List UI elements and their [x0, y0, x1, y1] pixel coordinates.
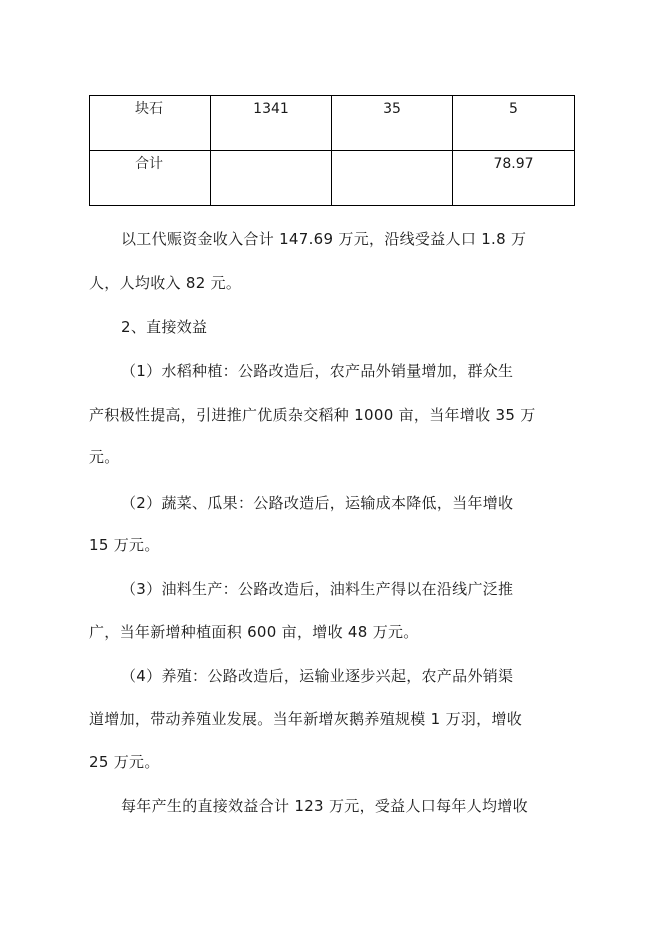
table-cell: 5 [453, 96, 575, 151]
table-cell: 1341 [211, 96, 332, 151]
paragraph-line: 道增加，带动养殖业发展。当年新增灰鹅养殖规模 1 万羽，增收 [89, 710, 523, 728]
table-cell: 78.97 [453, 151, 575, 206]
table-cell-label: 块石 [90, 96, 211, 151]
table-row [90, 151, 575, 206]
income-table [89, 95, 575, 206]
table-cell-label: 合计 [90, 151, 211, 206]
paragraph-line: 每年产生的直接效益合计 123 万元，受益人口每年人均增收 [121, 797, 528, 815]
paragraph-line: （3）油料生产：公路改造后，油料生产得以在沿线广泛推 [121, 580, 514, 598]
paragraph-line: （2）蔬菜、瓜果：公路改造后，运输成本降低，当年增收 [121, 494, 514, 512]
paragraph-line: 15 万元。 [89, 536, 160, 554]
paragraph-line: 25 万元。 [89, 753, 160, 771]
paragraph-line: 以工代赈资金收入合计 147.69 万元，沿线受益人口 1.8 万 [121, 230, 527, 248]
table-cell [332, 151, 453, 206]
paragraph-line: 广，当年新增种植面积 600 亩，增收 48 万元。 [89, 623, 419, 641]
paragraph-line: （4）养殖：公路改造后，运输业逐步兴起，农产品外销渠 [121, 667, 514, 685]
table-cell [211, 151, 332, 206]
paragraph-line: 产积极性提高，引进推广优质杂交稻种 1000 亩，当年增收 35 万 [89, 406, 536, 424]
paragraph-line: 元。 [89, 448, 120, 466]
paragraph-line: （1）水稻种植：公路改造后，农产品外销量增加，群众生 [121, 362, 514, 380]
section-heading: 2、直接效益 [121, 318, 208, 336]
paragraph-line: 人，人均收入 82 元。 [89, 274, 242, 292]
table-row [90, 96, 575, 151]
table-cell: 35 [332, 96, 453, 151]
